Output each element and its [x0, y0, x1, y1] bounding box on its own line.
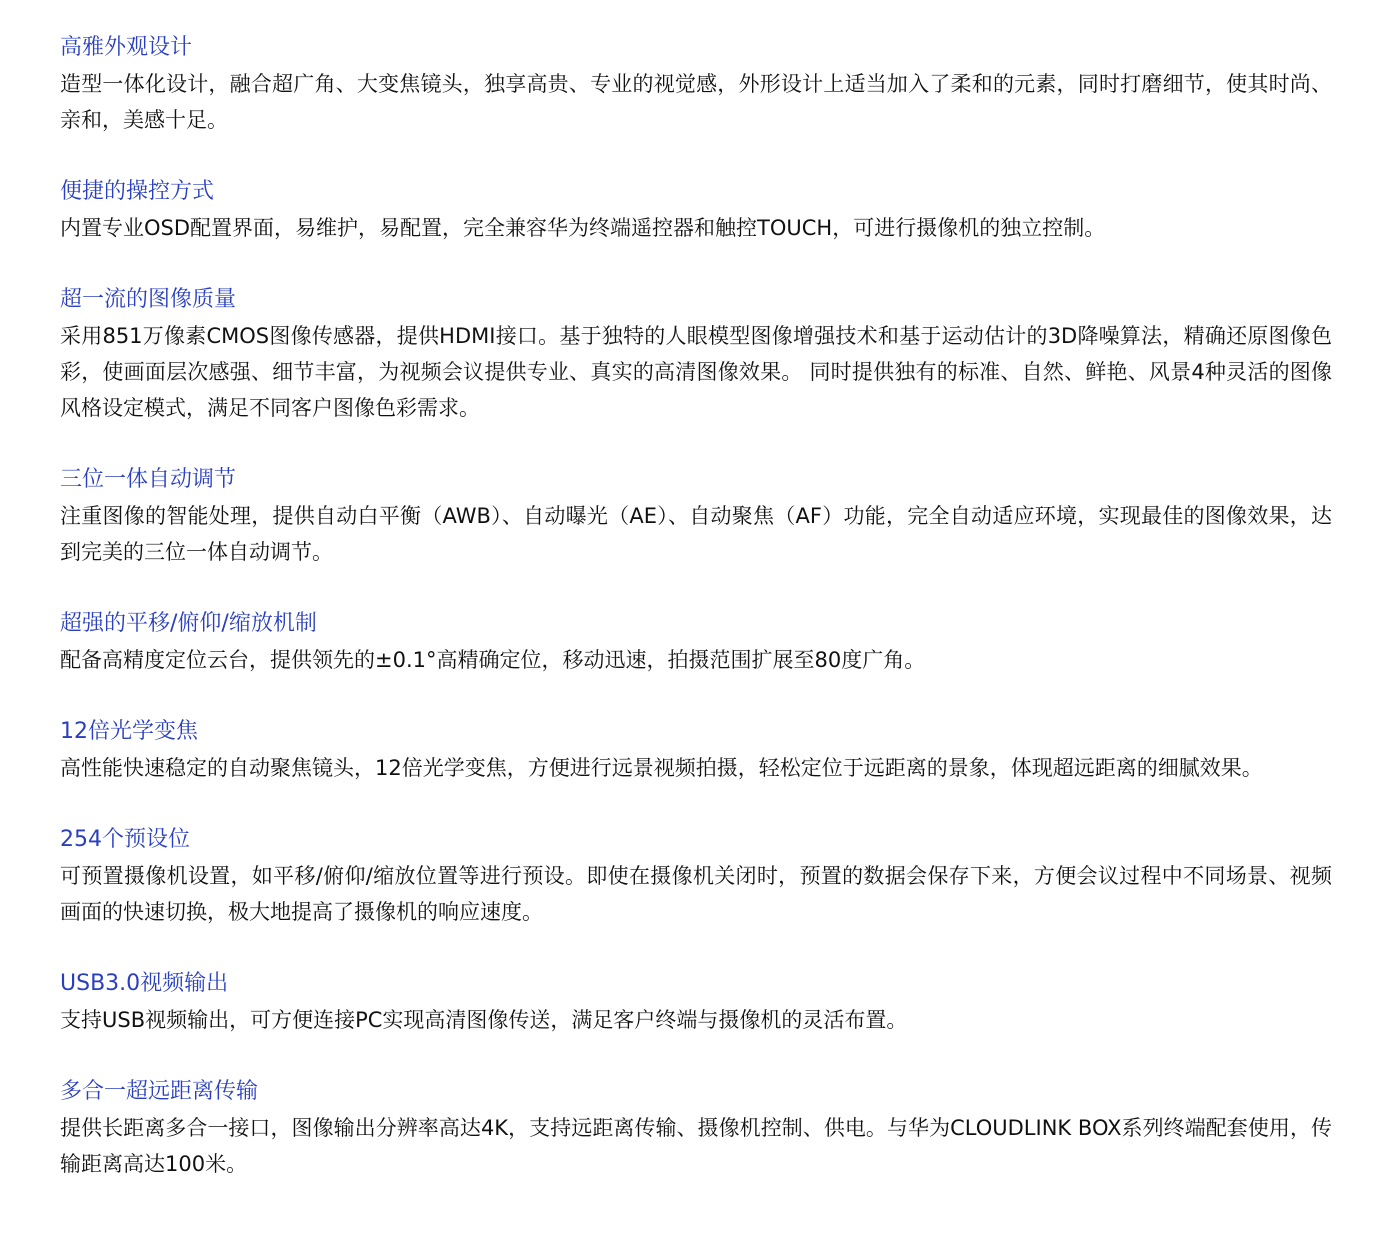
feature-section [60, 966, 1340, 1038]
section-title: 超一流的图像质量 [60, 287, 237, 312]
section-body: 可预置摄像机设置，如平移/俯仰/缩放位置等进行预设。即使在摄像机关闭时，预置的数据会保存下来，方便会议过程中不同场景、视频画面的快速切换，极大地提高了摄像机的响应速度。 [60, 864, 1332, 924]
feature-section [60, 462, 1340, 570]
feature-section [60, 822, 1340, 930]
section-body: 采用851万像素CMOS图像传感器，提供HDMI接口。基于独特的人眼模型图像增强技术和基于运动估计的3D降噪算法，精确还原图像色彩，使画面层次感强、细节丰富，为视频会议提供专业、真实的高清图像效果。 同时提供独有的标准、自然、鲜艳、风景4种灵活的图像风格设定模式，满足不同客户图像色彩需求。 [60, 324, 1332, 420]
feature-section [60, 30, 1340, 138]
feature-section [60, 1074, 1340, 1182]
section-title: 12倍光学变焦 [60, 719, 198, 744]
section-body: 内置专业OSD配置界面，易维护，易配置，完全兼容华为终端遥控器和触控TOUCH，可进行摄像机的独立控制。 [60, 216, 1106, 240]
feature-section [60, 282, 1340, 426]
section-body: 造型一体化设计，融合超广角、大变焦镜头，独享高贵、专业的视觉感，外形设计上适当加入了柔和的元素，同时打磨细节，使其时尚、亲和，美感十足。 [60, 72, 1332, 132]
section-body: 支持USB视频输出，可方便连接PC实现高清图像传送，满足客户终端与摄像机的灵活布置。 [60, 1008, 908, 1032]
section-title: 便捷的操控方式 [60, 179, 215, 204]
feature-section [60, 714, 1340, 786]
section-body: 配备高精度定位云台，提供领先的±0.1°高精确定位，移动迅速，拍摄范围扩展至80度广角。 [60, 648, 926, 672]
section-title: 多合一超远距离传输 [60, 1079, 259, 1104]
section-body: 高性能快速稳定的自动聚焦镜头，12倍光学变焦，方便进行远景视频拍摄，轻松定位于远距离的景象，体现超远距离的细腻效果。 [60, 756, 1263, 780]
section-title: USB3.0视频输出 [60, 971, 229, 996]
section-title: 超强的平移/俯仰/缩放机制 [60, 611, 317, 636]
section-title: 254个预设位 [60, 827, 190, 852]
section-title: 高雅外观设计 [60, 35, 193, 60]
section-body: 注重图像的智能处理，提供自动白平衡（AWB）、自动曝光（AE）、自动聚焦（AF）功能，完全自动适应环境，实现最佳的图像效果，达到完美的三位一体自动调节。 [60, 504, 1332, 564]
feature-section [60, 606, 1340, 678]
section-title: 三位一体自动调节 [60, 467, 237, 492]
feature-section [60, 174, 1340, 246]
section-body: 提供长距离多合一接口，图像输出分辨率高达4K，支持远距离传输、摄像机控制、供电。与华为CLOUDLINK BOX系列终端配套使用，传输距离高达100米。 [60, 1116, 1332, 1176]
